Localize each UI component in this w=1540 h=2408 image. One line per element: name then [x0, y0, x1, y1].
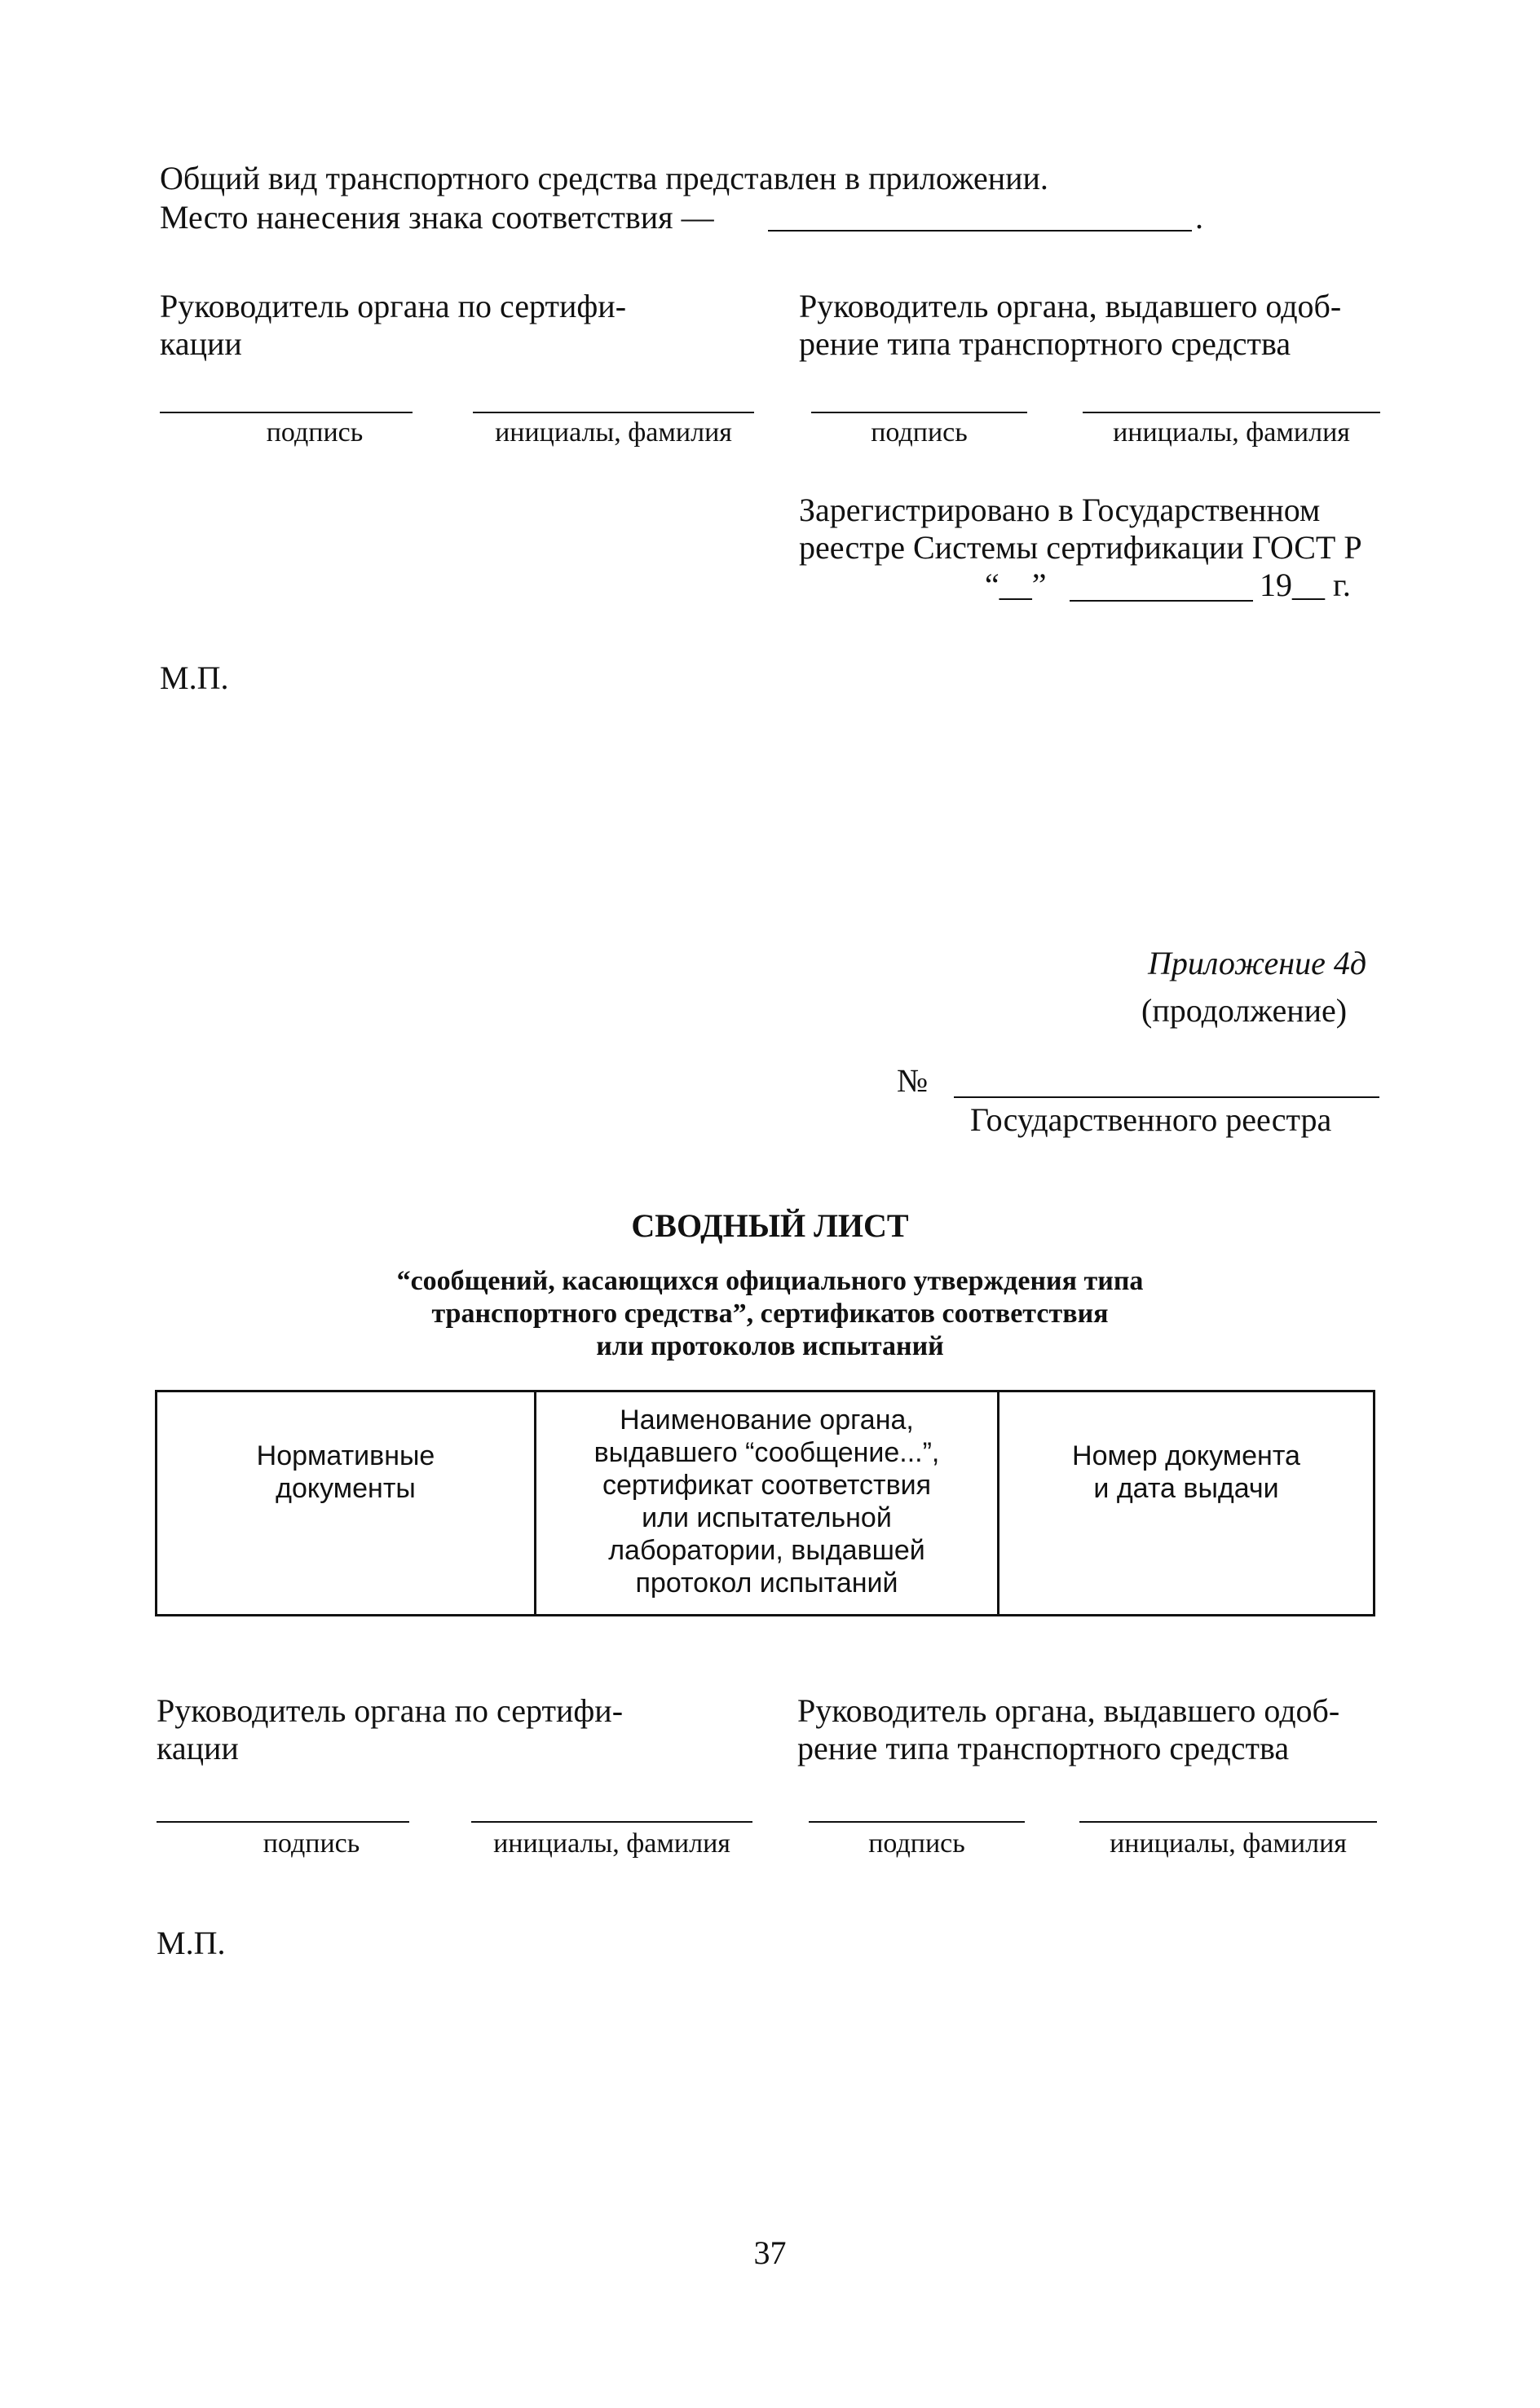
mark-place-blank-line: [768, 230, 1192, 232]
cell-line: выдавшего “сообщение...”,: [593, 1437, 940, 1468]
table-cell-normative-documents: [157, 1391, 536, 1616]
summary-subtitle-line-1: “сообщений, касающихся официального утверждения типа: [396, 1266, 1144, 1296]
cell-line: протокол испытаний: [635, 1568, 898, 1599]
stamp-placeholder: М.П.: [160, 659, 229, 696]
registration-date-quotes: “__”: [985, 567, 1047, 603]
number-sign: №: [897, 1062, 929, 1099]
cell-line: или испытательной: [642, 1502, 892, 1533]
intro-line-2-text: Место нанесения знака соответствия —: [160, 199, 714, 236]
intro-line-2-period: .: [1195, 199, 1203, 236]
summary-subtitle-line-3: или протоколов испытаний: [596, 1331, 944, 1361]
right-signatory-title-line-1: Руководитель органа, выдавшего одоб-: [797, 1692, 1340, 1729]
left-signatory-title-line-2: кации: [160, 325, 242, 362]
register-caption: Государственного реестра: [970, 1101, 1332, 1138]
registration-date-blank-line: [1070, 600, 1253, 602]
left-signatory-title-line-1: Руководитель органа по сертифи-: [160, 288, 627, 324]
right-signatory-title-line-2: рение типа транспортного средства: [799, 325, 1291, 362]
caption-name: инициалы, фамилия: [1113, 417, 1350, 448]
cell-line: лаборатории, выдавшей: [608, 1535, 925, 1566]
left-signatory-title-line-1: Руководитель органа по сертифи-: [157, 1692, 624, 1729]
caption-name: инициалы, фамилия: [493, 1828, 730, 1859]
caption-signature: подпись: [263, 1828, 360, 1859]
signature-line: [809, 1821, 1025, 1823]
registration-line-1: Зарегистрировано в Государственном: [799, 492, 1321, 528]
stamp-placeholder: М.П.: [157, 1925, 226, 1961]
name-line: [471, 1821, 752, 1823]
summary-table: [155, 1390, 1375, 1616]
signature-line: [160, 412, 413, 413]
cell-line: документы: [276, 1473, 416, 1504]
register-number-blank-line: [954, 1096, 1379, 1098]
cell-line: Номер документа: [1072, 1440, 1300, 1471]
intro-line-2: [160, 198, 714, 237]
right-signatory-title-line-1: Руководитель органа, выдавшего одоб-: [799, 288, 1342, 324]
registration-year: 19__ г.: [1260, 567, 1351, 603]
registration-line-2: реестре Системы сертификации ГОСТ Р: [799, 529, 1362, 566]
right-signatory-title-line-2: рение типа транспортного средства: [797, 1730, 1290, 1766]
name-line: [1083, 412, 1380, 413]
appendix-title: Приложение 4д: [1148, 945, 1367, 981]
intro-line-1: Общий вид транспортного средства представлен в приложении.: [160, 160, 1048, 196]
table-row: [157, 1391, 1375, 1616]
cell-line: и дата выдачи: [1093, 1473, 1279, 1504]
cell-line: сертификат соответствия: [602, 1470, 932, 1501]
table-cell-issuing-body: [536, 1391, 999, 1616]
name-line: [1079, 1821, 1377, 1823]
appendix-subtitle: (продолжение): [1141, 992, 1348, 1029]
signature-line: [811, 412, 1027, 413]
table-cell-document-number-date: [999, 1391, 1375, 1616]
page-number: 37: [753, 2234, 787, 2271]
caption-signature: подпись: [266, 417, 364, 448]
summary-subtitle-line-2: транспортного средства”, сертификатов соответствия: [431, 1299, 1109, 1329]
caption-name: инициалы, фамилия: [495, 417, 732, 448]
summary-title: СВОДНЫЙ ЛИСТ: [631, 1207, 909, 1244]
caption-signature: подпись: [871, 417, 968, 448]
name-line: [473, 412, 754, 413]
cell-line: Наименование органа,: [620, 1405, 914, 1436]
signature-line: [157, 1821, 409, 1823]
cell-line: Нормативные: [256, 1440, 435, 1471]
caption-signature: подпись: [868, 1828, 965, 1859]
left-signatory-title-line-2: кации: [157, 1730, 239, 1766]
caption-name: инициалы, фамилия: [1110, 1828, 1347, 1859]
